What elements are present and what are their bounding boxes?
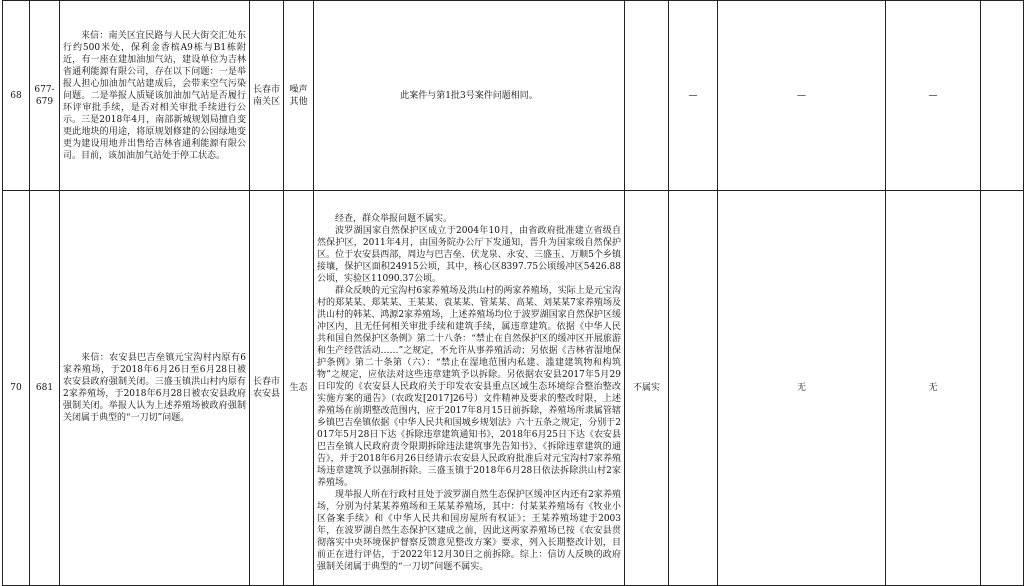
result-paragraph: 现举报人所在行政村且处于波罗湖自然生态保护区缓冲区内还有2家养殖场，分别为付某某养殖场和王某某养殖场，其中：付某某养殖场有《牧业小区备案手续》和《中华人民共和国房屋所有权证》；王某养殖场建于2003年，在波罗湖自然生态保护区建成之前，因此这两家养殖场已按《农安县贯彻落实中央环境保护督察反馈意见整改方案》要求，列入长期整改计划，目前正在进行评估，于2022年12月30日之前拆除。综上：信访人反映的政府强制关闭属于典型的“一刀切”问题不属实。 <box>317 490 621 572</box>
district: 长春市 南关区 <box>250 1 284 191</box>
category: 生态 <box>284 191 314 586</box>
column-b: — <box>718 1 886 191</box>
case-number: 681 <box>30 191 60 586</box>
verdict <box>625 1 669 191</box>
case-table <box>2 0 1024 586</box>
category: 噪声 其他 <box>284 1 314 191</box>
report-text: 来信：南关区宜民路与人民大街交汇处东行约500米处，保利金香槟A9栋与B1栋附近，有一座在建加油加气站，建设单位为吉林省通利能源有限公司，存在以下问题：一是举报人担心加油加气站建成后，会带来空气污染问题。二是举报人质疑该加油加气站是否履行环评审批手续，是否对相关审批手续进行公示。三是2018年4月，南部新城规划局擅自变更此地块的用途，将原规划修建的公园绿地变更为建设用地并出售给吉林省通利能源有限公司。目前，该加油加气站处于停工状态。 <box>63 30 246 161</box>
row-seq: 68 <box>3 1 30 191</box>
column-a: — <box>669 1 718 191</box>
column-b: 无 <box>718 191 886 586</box>
case-number: 677- 679 <box>30 1 60 191</box>
verdict: 不属实 <box>625 191 669 586</box>
report-content <box>60 191 250 586</box>
column-d <box>981 1 1024 191</box>
table-row <box>3 191 1024 586</box>
row-seq: 70 <box>3 191 30 586</box>
column-a <box>669 191 718 586</box>
investigation-result: 此案件与第1批3号案件问题相同。 <box>314 1 625 191</box>
column-d <box>981 191 1024 586</box>
result-paragraph: 经查，群众举报问题不属实。 <box>335 214 453 224</box>
investigation-result <box>314 191 625 586</box>
report-content <box>60 1 250 191</box>
report-text: 来信：农安县巴吉垒镇元宝沟村内原有6家养殖场，于2018年6月26日至6月28日被农安县政府强制关闭。三盛玉镇洪山村内原有2家养殖场，于2018年6月28日被农安县政府强制关闭。举报人认为上述养殖场被政府强制关闭属于典型的“一刀切”问题。 <box>63 353 246 423</box>
column-c: — <box>886 1 981 191</box>
column-c: 无 <box>886 191 981 586</box>
result-paragraph: 群众反映的元宝沟村6家养殖场及洪山村的两家养殖场，实际上是元宝沟村的郑某某、郑某某、王某某、袁某某、管某某、高某、刘某某7家养殖场及洪山村的韩某、鸿源2家养殖场，上述养殖场均位于波罗湖国家自然保护区缓冲区内，且无任何相关审批手续和建筑手续，属违章建筑。依据《中华人民共和国自然保护区条例》第二十八条：“禁止在自然保护区的缓冲区开展旅游和生产经营活动……”之规定，不允许从事养殖活动；另依据《吉林省湿地保护条例》第二十条第（六）：“禁止在湿地范围内私建、滥建建筑物和构筑物”之规定，应依法对这些违章建筑予以拆除。另依据农安县2017年5月29日印发的《农安县人民政府关于印发农安县重点区域生态环境综合整治整改实施方案的通告》（农政发[2017]26号）文件精神及要求的整改时限，上述养殖场在前期整改范围内，应于2017年8月15日前拆除，养殖场所隶属管辖乡镇巴吉垒镇依据《中华人民共和国城乡规划法》六十五条之规定，分别于2017年5月28日下达《拆除违章建筑通知书》，2018年6月25日下达《农安县巴吉垒镇人民政府责令限期拆除违法建筑事先告知书》、《拆除违章建筑的通告》，并于2018年6月26日经请示农安县人民政府批准后对元宝沟村7家养殖场违章建筑予以强制拆除。三盛玉镇于2018年6月28日依法拆除洪山村2家养殖场。 <box>317 286 621 488</box>
district: 长春市 农安县 <box>250 191 284 586</box>
table-row <box>3 1 1024 191</box>
result-paragraph: 波罗湖国家自然保护区成立于2004年10月，由省政府批准建立省级自然保护区，2011年4月，由国务院办公厅下发通知，晋升为国家级自然保护区。位于农安县西部，周边与巴吉垒、伏龙泉、永安、三盛玉、万顺5个乡镇接壤，保护区面积24915公顷，其中，核心区8397.75公顷缓冲区5426.88公顷，实验区11090.37公顷。 <box>317 226 621 284</box>
